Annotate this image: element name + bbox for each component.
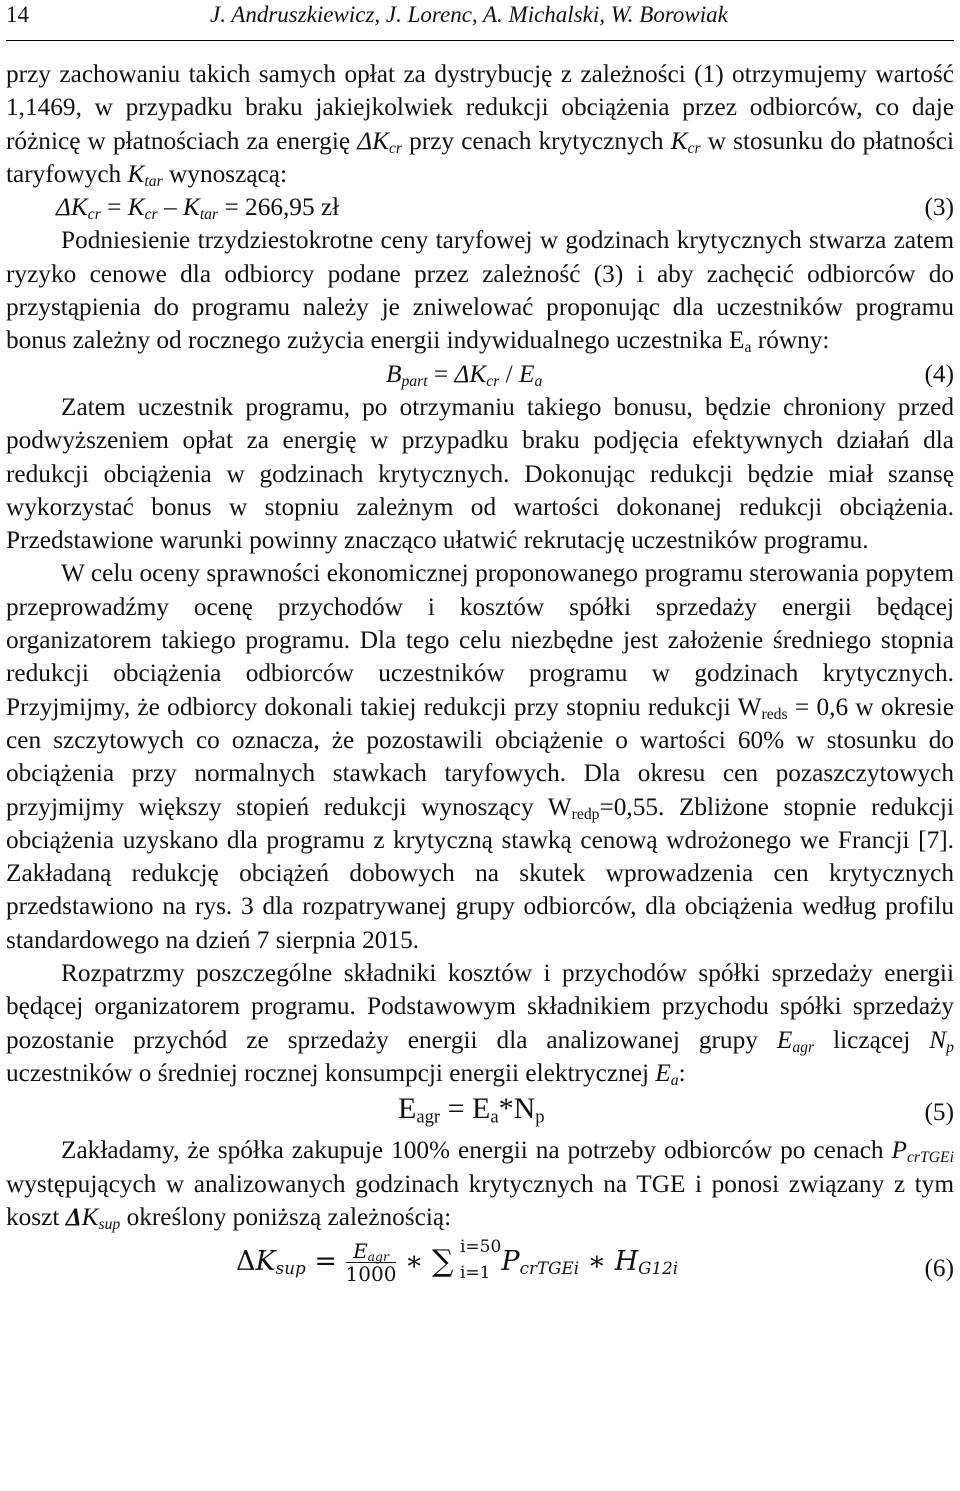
equation-number: (6) (924, 1254, 954, 1283)
equation-number: (5) (924, 1098, 954, 1127)
header-authors: J. Andruszkiewicz, J. Lorenc, A. Michalski, W. Borowiak (210, 2, 728, 27)
body-text (6, 58, 954, 1296)
paragraph: Podniesienie trzydziestokrotne ceny taryfowej w godzinach krytycznych stwarza zatem ryzyko cenowe dla odbiorcy podane przez zależność (3) i aby zachęcić odbiorców do przystąpienia do programu należy je zniwelować proponując dla uczestników programu bonus zależny od rocznego zużycia energii indywidualnego uczestnika $E_a$ równy: (6, 226, 954, 357)
equation-6: $\Delta K_{sup}$ = $\frac{E_{agr}}{1000}$ ∗ ∑ i=50 i=1 $P_{crTGEi}$ ∗ $H_{G12i}$ (6) (236, 1237, 954, 1287)
page-number: 14 (6, 2, 29, 27)
paragraph: przy zachowaniu takich samych opłat za dystrybucję z zależności (1) otrzymujemy wartość 1,1469, w przypadku braku jakiejkolwiek redukcji obciążenia przez odbiorców, co daje różnicę w płatnościach za energię $\Delta K_{cr}$ przy cenach krytycznych $K_{cr}$ w stosunku do płatności taryfowych $K_{tar}$ wynoszącą: (6, 60, 954, 190)
equation-number: (4) (924, 359, 954, 388)
equation-4: $B_{part} = \Delta K_{cr} / E_a$ (4) (386, 359, 954, 390)
equation-5: $E_{agr} = E_a*N_p$ (5) (398, 1092, 954, 1128)
summation: ∑ i=50 i=1 (431, 1237, 502, 1284)
fraction: $\frac{E_{agr}}{1000}$ (345, 1239, 397, 1287)
paragraph: Zatem uczestnik programu, po otrzymaniu takiego bonusu, będzie chroniony przed podwyższeniem opłat za energię w przypadku braku podjęcia efektywnych działań dla redukcji obciążenia w godzinach krytycznych. Dokonując redukcji będzie miał szansę wykorzystać bonus w stopniu zależnym od wartości dokonanej redukcji obciążenia. Przedstawione warunki powinny znacząco ułatwić rekrutację uczestników programu. (6, 392, 954, 555)
running-header (6, 0, 954, 41)
paragraph: Rozpatrzmy poszczególne składniki kosztów i przychodów spółki sprzedaży energii będącej organizatorem programu. Podstawowym składnikiem przychodu spółki sprzedaży pozostanie przychód ze sprzedaży energii dla analizowanej grupy $E_{agr}$ liczącej $N_p$ uczestników o średniej rocznej konsumpcji energii elektrycznej $E_a$: (6, 959, 954, 1089)
equation-number: (3) (924, 193, 954, 222)
paragraph: Zakładamy, że spółka zakupuje 100% energii na potrzeby odbiorców po cenach $P_{crTGEi}$ występujących w analizowanych godzinach krytycznych na TGE i ponosi związany z tym koszt $\Delta K_{sup}$ określony poniższą zależnością: (6, 1136, 954, 1233)
equation-3: $\Delta K_{cr} = K_{cr} - K_{tar} = 266,95$ zł (3) (56, 193, 954, 224)
paragraph: W celu oceny sprawności ekonomicznej proponowanego programu sterowania popytem przeprowadźmy ocenę przychodów i kosztów spółki sprzedaży energii będącej organizatorem takiego programu. Dla tego celu niezbędne jest założenie średniego stopnia redukcji obciążenia odbiorców uczestników programu w godzinach krytycznych. Przyjmijmy, że odbiorcy dokonali takiej redukcji przy stopniu redukcji $W_{reds} = 0,6$ w okresie cen szczytowych co oznacza, że pozostawili obciążenie o wartości 60% w stosunku do obciążenia przy normalnych stawkach taryfowych. Dla okresu cen pozaszczytowych przyjmijmy większy stopień redukcji wynoszący $W_{redp}=0,55$. Zbliżone stopnie redukcji obciążenia uzyskano dla programu z krytyczną stawką cenową wdrożonego we Francji [7]. Zakładaną redukcję obciążeń dobowych na skutek wprowadzenia cen krytycznych przedstawiono na rys. 3 dla rozpatrywanej grupy odbiorców, dla obciążenia według profilu standardowego na dzień 7 sierpnia 2015. (6, 559, 954, 954)
